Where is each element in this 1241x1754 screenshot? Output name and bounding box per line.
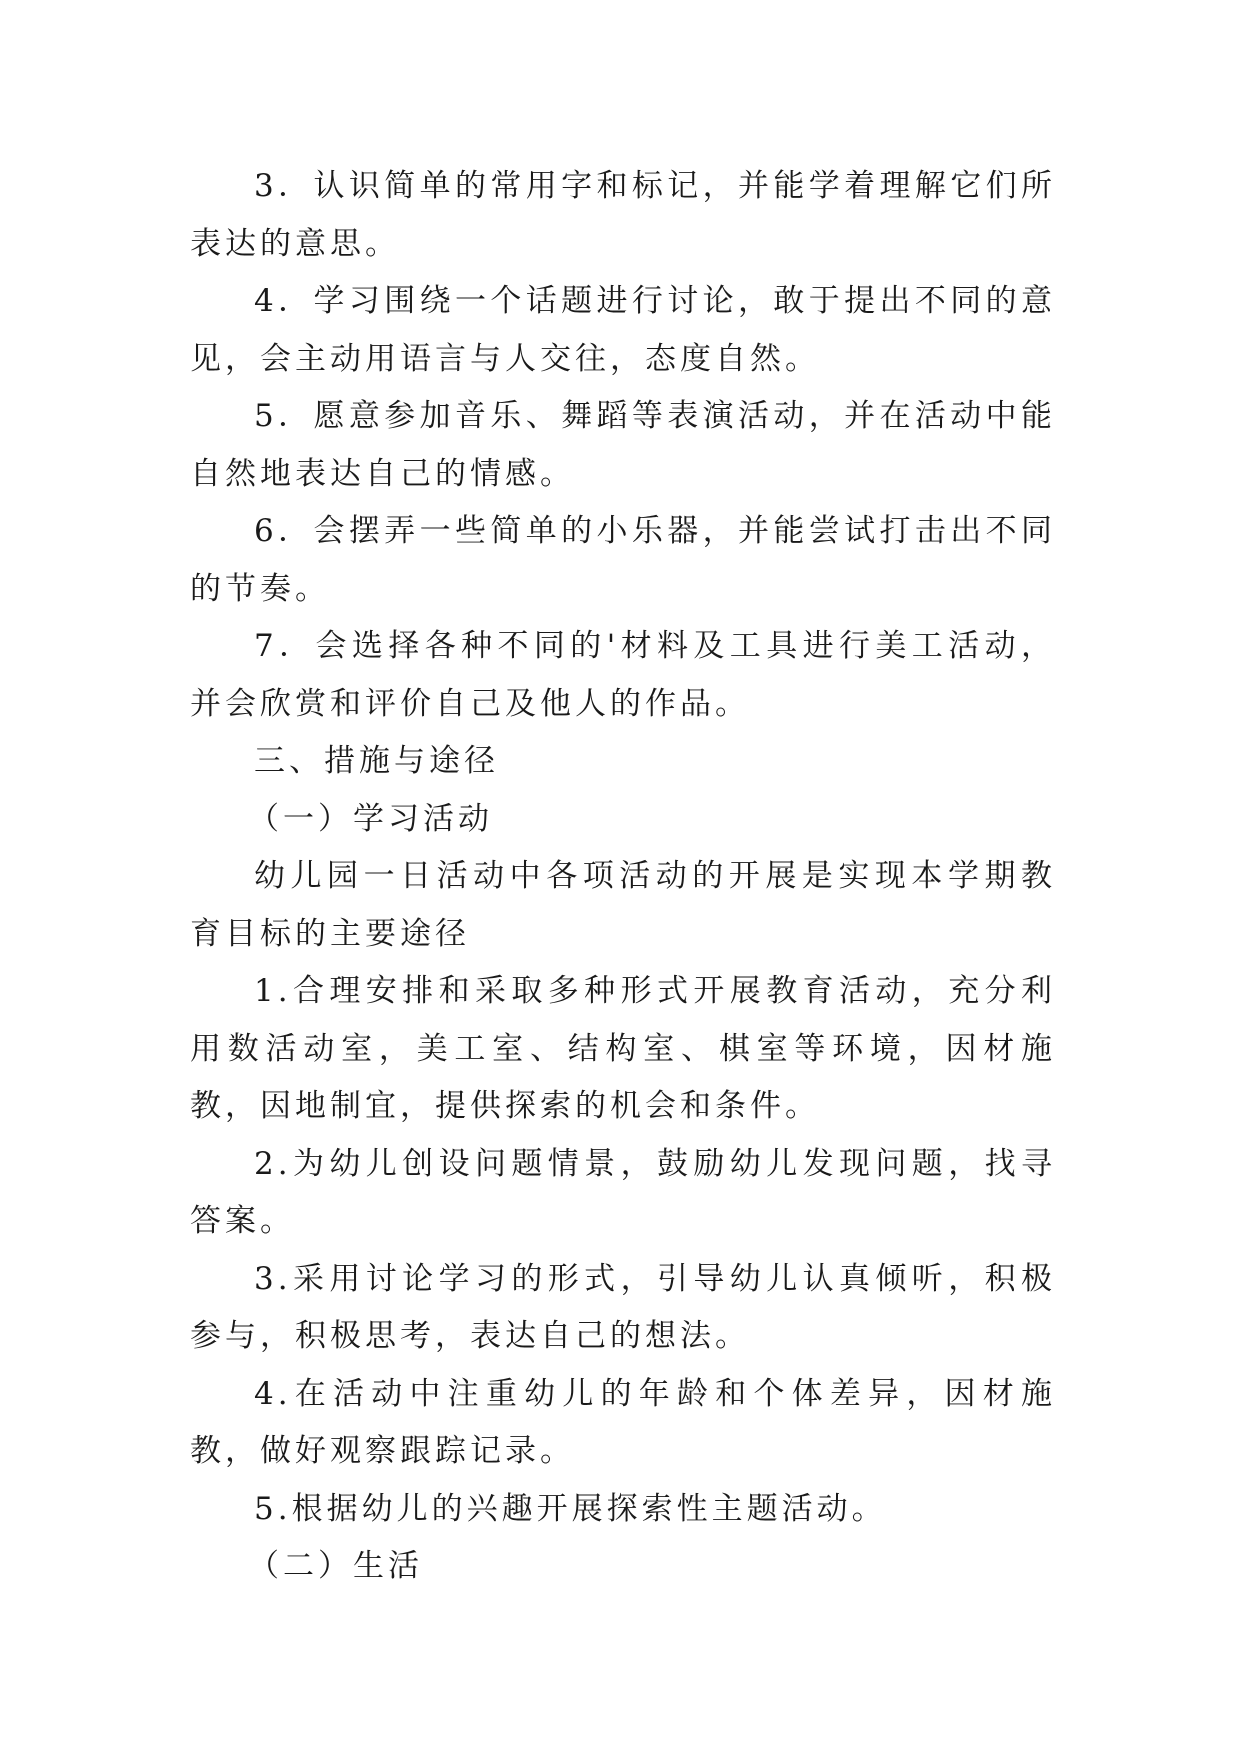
paragraph-intro: 幼儿园一日活动中各项活动的开展是实现本学期教育目标的主要途径 [190, 858, 1056, 952]
section-heading-measures: 三、措施与途径 [254, 743, 499, 779]
paragraph-goal-4: 4．学习围绕一个话题进行讨论，敢于提出不同的意见，会主动用语言与人交往，态度自然。 [190, 283, 1056, 377]
paragraph-goal-3: 3．认识简单的常用字和标记，并能学着理解它们所表达的意思。 [190, 168, 1056, 262]
paragraph-measure-5: 5.根据幼儿的兴趣开展探索性主题活动。 [254, 1490, 887, 1527]
paragraph-goal-6: 6．会摆弄一些简单的小乐器，并能尝试打击出不同的节奏。 [190, 513, 1056, 607]
paragraph-measure-3: 3.采用讨论学习的形式，引导幼儿认真倾听，积极参与，积极思考，表达自己的想法。 [190, 1260, 1056, 1354]
paragraph-measure-2: 2.为幼儿创设问题情景，鼓励幼儿发现问题，找寻答案。 [190, 1145, 1056, 1239]
paragraph-measure-1: 1.合理安排和采取多种形式开展教育活动，充分利用数活动室，美工室、结构室、棋室等环境，因材施教，因地制宜，提供探索的机会和条件。 [190, 973, 1056, 1124]
paragraph-goal-7: 7．会选择各种不同的'材料及工具进行美工活动，并会欣赏和评价自己及他人的作品。 [190, 628, 1056, 722]
paragraph-measure-4: 4.在活动中注重幼儿的年龄和个体差异，因材施教，做好观察跟踪记录。 [190, 1375, 1056, 1469]
document-body [190, 158, 1056, 1596]
subsection-heading-life: （二）生活 [248, 1548, 423, 1584]
subsection-heading-learning: （一）学习活动 [248, 800, 493, 837]
paragraph-goal-5: 5．愿意参加音乐、舞蹈等表演活动，并在活动中能自然地表达自己的情感。 [190, 398, 1056, 492]
